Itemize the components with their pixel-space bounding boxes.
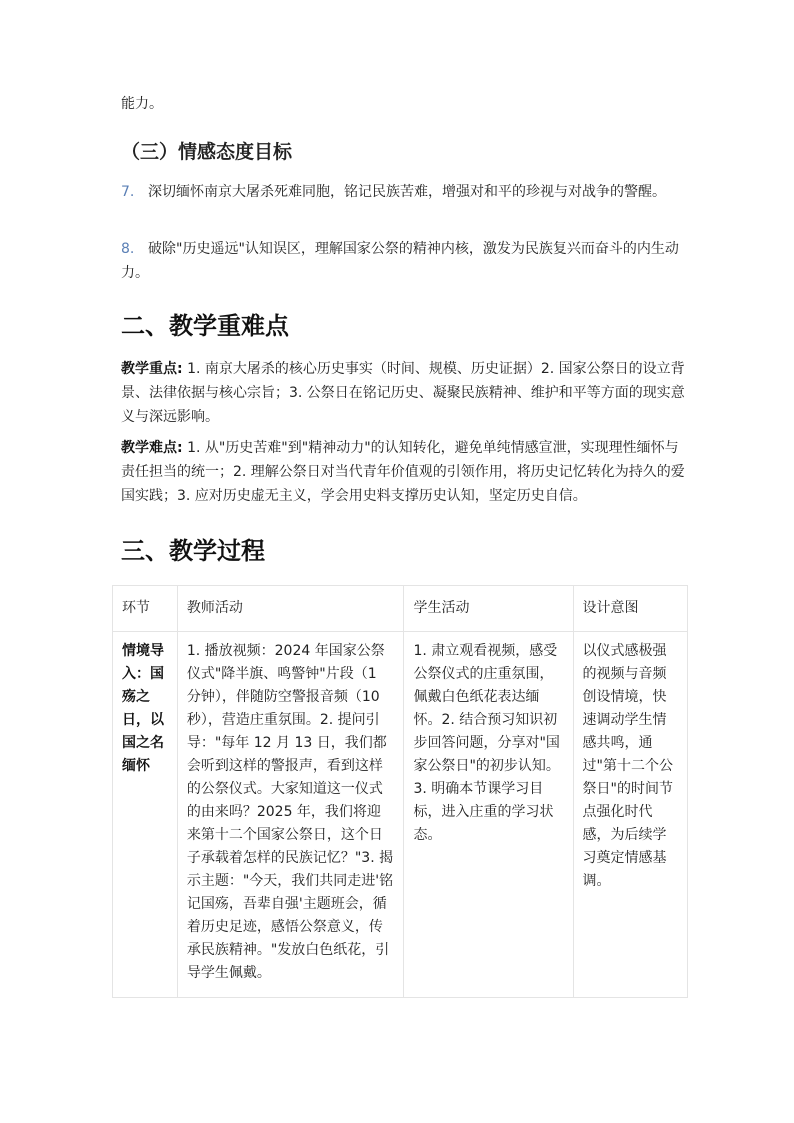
table-header-cell: 教师活动 xyxy=(177,586,404,632)
teacher-activity-cell: 1. 播放视频：2024 年国家公祭仪式"降半旗、鸣警钟"片段（1 分钟），伴随防空警报音频（10 秒），营造庄重氛围。2. 提问引导："每年 12 月 13 日，我们都会听到这样的警报声，看到这样的公祭仪式。大家知道这一仪式的由来吗？2025 年，我们将迎来第十二个国家公祭日，这个日子承载着怎样的民族记忆？"3. 揭示主题："今天，我们共同走进'铭记国殇，吾辈自强'主题班会，循着历史足迹，感悟公祭意义，传承民族精神。"发放白色纸花，引导学生佩戴。 xyxy=(177,632,404,998)
goal-item-7 xyxy=(121,180,687,204)
table-row xyxy=(113,632,688,998)
goal-text: 深切缅怀南京大屠杀死难同胞，铭记民族苦难，增强对和平的珍视与对战争的警醒。 xyxy=(148,184,666,200)
table-header-cell: 环节 xyxy=(113,586,178,632)
goal-item-8 xyxy=(121,237,687,285)
goal-text: 破除"历史遥远"认知误区，理解国家公祭的精神内核，激发为民族复兴而奋斗的内生动力。 xyxy=(121,241,679,281)
difficult-points-paragraph xyxy=(121,436,691,508)
table-header-row xyxy=(113,586,688,632)
table-header-cell: 学生活动 xyxy=(404,586,573,632)
section-heading-emotion-goals: （三）情感态度目标 xyxy=(121,141,293,163)
continued-text: 能力。 xyxy=(121,96,163,112)
teaching-process-table xyxy=(112,585,688,998)
key-points-label: 教学重点: xyxy=(121,361,183,377)
key-points-text: 1. 南京大屠杀的核心历史事实（时间、规模、历史证据）2. 国家公祭日的设立背景、法律依据与核心宗旨；3. 公祭日在铭记历史、凝聚民族精神、维护和平等方面的现实意义与深远影响。 xyxy=(121,361,685,425)
student-activity-cell: 1. 肃立观看视频，感受公祭仪式的庄重氛围，佩戴白色纸花表达缅怀。2. 结合预习知识初步回答问题，分享对"国家公祭日"的初步认知。3. 明确本节课学习目标，进入庄重的学习状态。 xyxy=(404,632,573,998)
difficult-points-label: 教学难点: xyxy=(121,440,183,456)
goal-number: 7. xyxy=(121,184,135,200)
stage-cell: 情境导入：国殇之日，以国之名缅怀 xyxy=(113,632,178,998)
design-intent-cell: 以仪式感极强的视频与音频创设情境，快速调动学生情感共鸣，通过"第十二个公祭日"的时间节点强化时代感，为后续学习奠定情感基调。 xyxy=(573,632,688,998)
goal-number: 8. xyxy=(121,241,135,257)
difficult-points-text: 1. 从"历史苦难"到"精神动力"的认知转化，避免单纯情感宣泄，实现理性缅怀与责任担当的统一；2. 理解公祭日对当代青年价值观的引领作用，将历史记忆转化为持久的爱国实践；3. 应对历史虚无主义，学会用史料支撑历史认知，坚定历史自信。 xyxy=(121,440,685,504)
key-points-paragraph xyxy=(121,357,691,429)
section-heading-teaching-process: 三、教学过程 xyxy=(121,537,265,565)
section-heading-key-points: 二、教学重难点 xyxy=(121,312,289,340)
table-header-cell: 设计意图 xyxy=(573,586,688,632)
